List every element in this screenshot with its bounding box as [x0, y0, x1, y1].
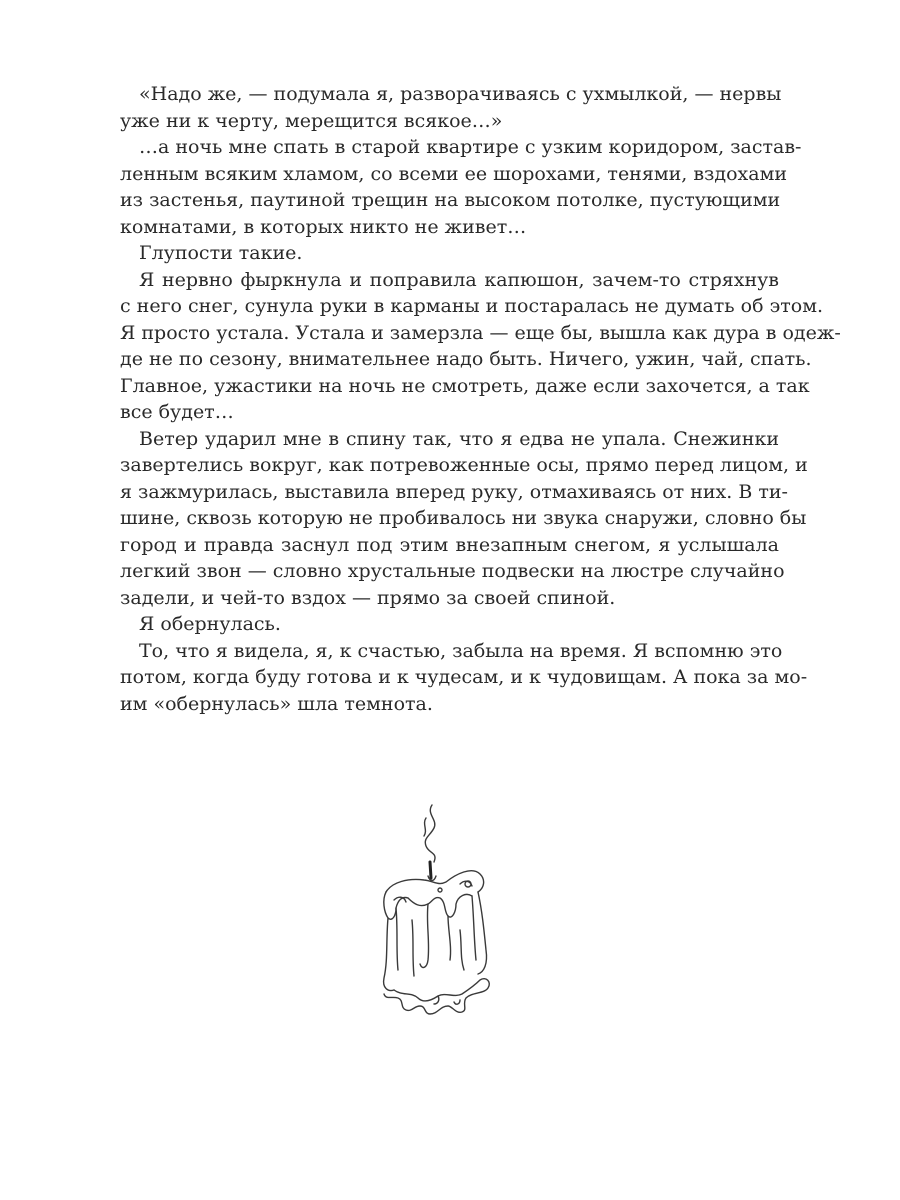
paragraph-7: [120, 638, 808, 718]
text-line: завертелись вокруг, как потревоженные осы, прямо перед лицом, и: [120, 454, 808, 476]
text-line: с него снег, сунула руки в карманы и постаралась не думать об этом.: [120, 295, 824, 317]
text-line: я зажмурилась, выставила вперед руку, отмахиваясь от них. В ти-: [120, 480, 788, 503]
text-line: Глупости такие.: [139, 242, 303, 264]
text-line: им «обернулась» шла темнота.: [120, 692, 433, 715]
candle-drawing-icon: [368, 800, 500, 1020]
text-line: все будет…: [120, 401, 234, 423]
text-line: уже ни к черту, мерещится всякое…»: [120, 109, 503, 132]
text-line: город и правда заснул под этим внезапным снегом, я услышала: [120, 533, 779, 556]
text-line: Я нервно фыркнула и поправила капюшон, зачем-то стряхнув: [139, 268, 779, 291]
text-line: ленным всяким хламом, со всеми ее шорохами, тенями, вздохами: [120, 162, 788, 185]
text-line: потом, когда буду готова и к чудесам, и к чудовищам. А пока за мо-: [120, 666, 808, 688]
paragraph-3: [120, 240, 779, 267]
text-line: «Надо же, — подумала я, разворачиваясь с ухмылкой, — нервы: [139, 83, 782, 105]
text-line: Ветер ударил мне в спину так, что я едва не упала. Снежинки: [139, 427, 779, 450]
text-line: Я обернулась.: [139, 613, 281, 635]
text-line: комнатами, в которых никто не живет…: [120, 215, 527, 238]
paragraph-1: [120, 81, 782, 134]
body-text: [120, 81, 841, 717]
paragraph-4: [120, 267, 841, 426]
text-line: …а ночь мне спать в старой квартире с узким коридором, застав-: [139, 136, 802, 158]
text-line: То, что я видела, я, к счастью, забыла на время. Я вспомню это: [139, 639, 783, 662]
text-line: де не по сезону, внимательнее надо быть. Ничего, ужин, чай, спать.: [120, 348, 812, 370]
text-line: из застенья, паутиной трещин на высоком потолке, пустующими: [120, 189, 781, 211]
paragraph-2: [120, 134, 802, 240]
text-line: легкий звон — словно хрустальные подвески на люстре случайно: [120, 560, 785, 582]
text-line: Главное, ужастики на ночь не смотреть, даже если захочется, а так: [120, 374, 810, 397]
paragraph-5: [120, 426, 808, 612]
text-line: шине, сквозь которую не пробивалось ни звука снаружи, словно бы: [120, 507, 807, 529]
text-line: Я просто устала. Устала и замерзла — еще бы, вышла как дура в одеж-: [120, 321, 841, 344]
text-line: задели, и чей-то вздох — прямо за своей спиной.: [120, 586, 616, 609]
paragraph-6: [120, 611, 779, 638]
